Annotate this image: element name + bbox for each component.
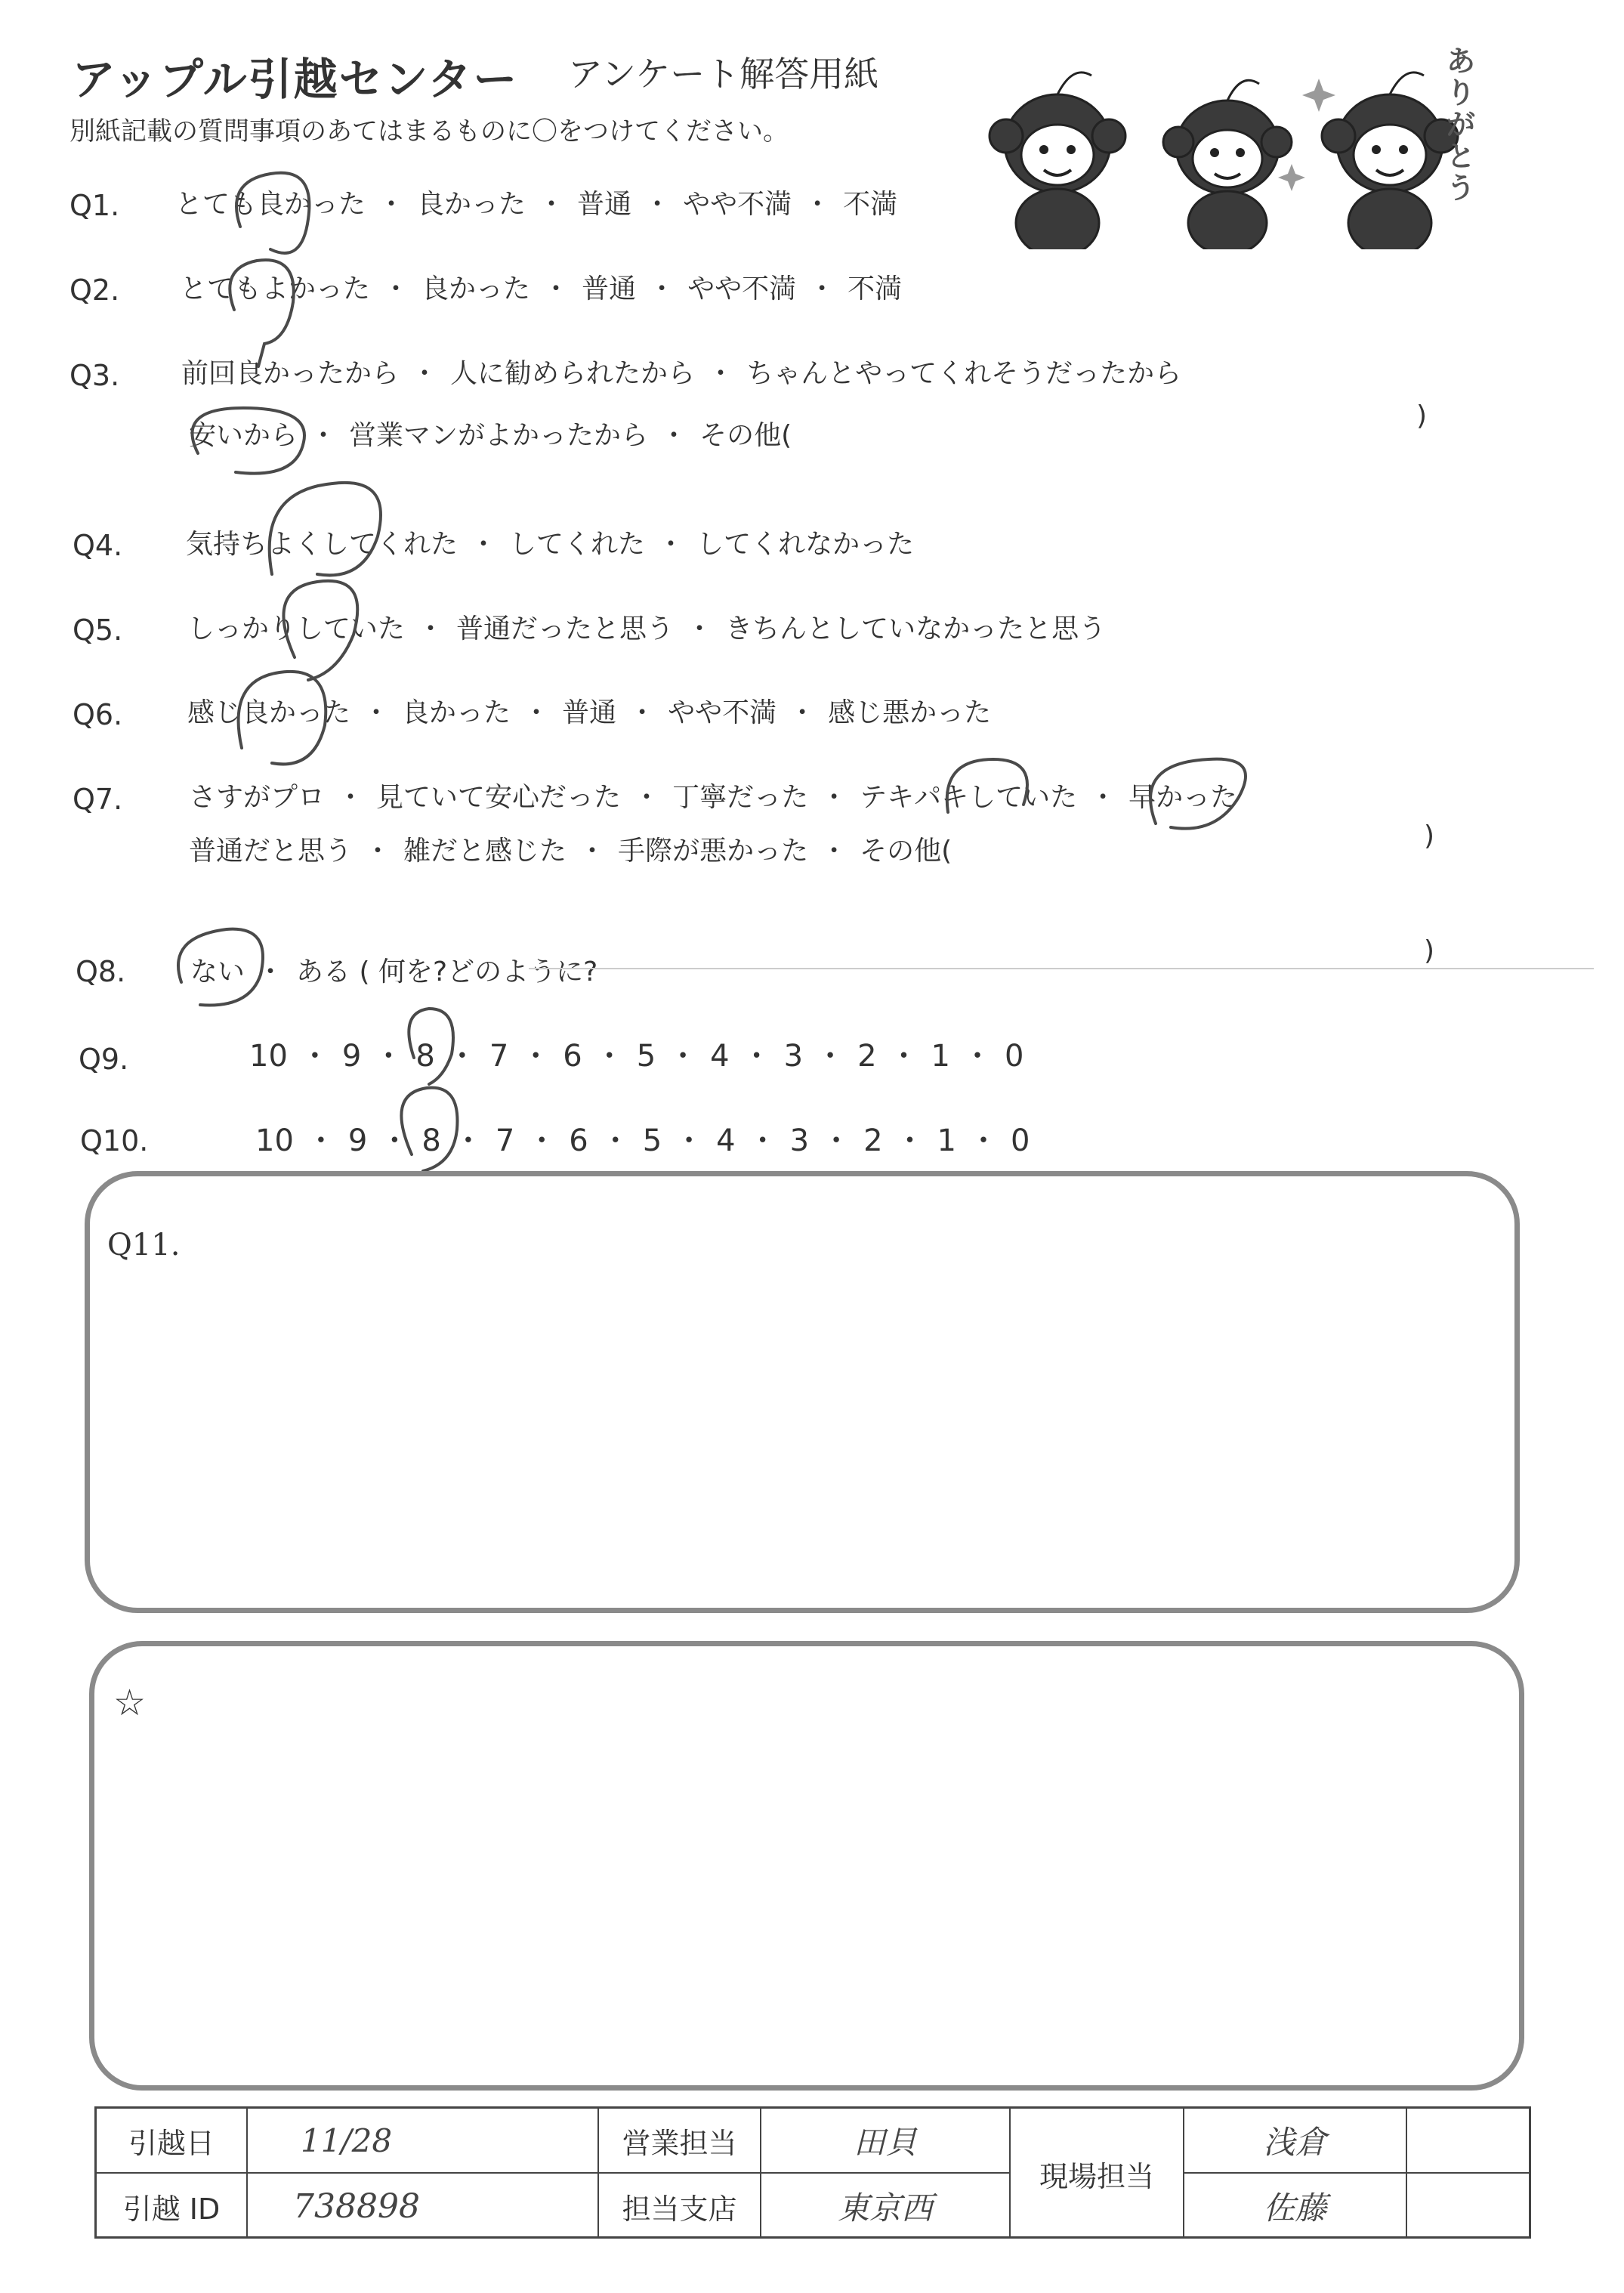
- option: してくれた: [509, 529, 646, 560]
- question-options-q3-line1: 前回良かったから ・ 人に勧められたから ・ ちゃんとやってくれそうだったから: [181, 358, 1182, 389]
- option: 見ていて安心だった: [376, 782, 622, 813]
- question-options-q4: 気持ちよくしてくれた ・ してくれた ・ してくれなかった: [186, 529, 915, 560]
- branch-label: 担当支店: [599, 2174, 761, 2239]
- option: 不満: [848, 273, 903, 304]
- scale-value: 9: [347, 1123, 368, 1158]
- scale-value: 8: [421, 1123, 441, 1158]
- option: 人に勧められたから: [450, 358, 696, 389]
- page-title: アップル引越センター: [72, 54, 519, 105]
- circle-mark-q7b: [1150, 759, 1246, 829]
- question-options-q2: とてもよかった ・ 良かった ・ 普通 ・ やや不満 ・ 不満: [180, 273, 903, 304]
- option: とても良かった: [175, 189, 366, 220]
- scale-value: 10: [255, 1123, 294, 1158]
- empty-cell: [1407, 2174, 1529, 2239]
- option: やや不満: [683, 189, 792, 220]
- rating-scale-q10: 10 ・ 9 ・ 8 ・ 7 ・ 6 ・ 5 ・ 4 ・ 3 ・ 2 ・ 1 ・ 0: [255, 1123, 1030, 1158]
- scale-value: 6: [563, 1039, 582, 1074]
- option: 普通: [582, 273, 637, 304]
- option: 前回良かったから: [181, 358, 400, 389]
- option: その他(: [699, 420, 792, 451]
- option: しっかりしていた: [187, 613, 406, 644]
- circle-mark-q5: [283, 581, 357, 680]
- option: ない: [190, 956, 245, 987]
- question-options-q5: しっかりしていた ・ 普通だったと思う ・ きちんとしていなかったと思う: [187, 613, 1107, 644]
- scale-value: 0: [1010, 1123, 1030, 1158]
- move-id-label: 引越 ID: [97, 2174, 248, 2239]
- footer-info-table: [94, 2106, 1531, 2239]
- branch-value: 東京西: [761, 2174, 1011, 2239]
- scale-value: 7: [489, 1039, 509, 1074]
- option: やや不満: [687, 273, 797, 304]
- rating-scale-q9: 10 ・ 9 ・ 8 ・ 7 ・ 6 ・ 5 ・ 4 ・ 3 ・ 2 ・ 1 ・ 0: [249, 1039, 1024, 1074]
- question-options-q7-line2: 普通だと思う ・ 雑だと感じた ・ 手際が悪かった ・ その他(: [189, 836, 952, 867]
- option: ちゃんとやってくれそうだったから: [746, 358, 1182, 389]
- scale-value: 1: [931, 1039, 950, 1074]
- scale-value: 6: [569, 1123, 588, 1158]
- option: 普通だと思う: [189, 836, 353, 867]
- option: 感じ良かった: [187, 697, 351, 728]
- move-date-label: 引越日: [97, 2109, 248, 2174]
- scale-value: 3: [783, 1039, 804, 1074]
- question-label-q7: Q7.: [73, 783, 123, 816]
- scale-value: 2: [863, 1123, 883, 1158]
- scale-value: 2: [857, 1039, 877, 1074]
- star-icon: ☆: [113, 1682, 147, 1724]
- circle-mark-q4: [270, 483, 381, 576]
- option: 感じ悪かった: [828, 697, 992, 728]
- circle-mark-q8: [178, 929, 263, 1006]
- star-comment-box[interactable]: [89, 1641, 1524, 2091]
- close-paren: ): [1424, 935, 1435, 966]
- field-rep-value-1: 浅倉: [1184, 2109, 1407, 2174]
- scale-value: 0: [1004, 1039, 1024, 1074]
- move-id-value: 738898: [248, 2174, 599, 2239]
- option: 不満: [843, 189, 898, 220]
- sales-rep-label: 営業担当: [599, 2109, 761, 2174]
- scale-value: 5: [642, 1123, 662, 1158]
- q11-label: Q11.: [107, 1228, 181, 1262]
- option: 早かった: [1128, 782, 1238, 813]
- mascot-caption: ありがとう: [1446, 45, 1476, 205]
- option: 安いから: [189, 420, 298, 451]
- circle-mark-q2: [230, 260, 294, 366]
- option: テキパキしていた: [860, 782, 1078, 813]
- option: 良かった: [417, 189, 526, 220]
- option: やや不満: [668, 697, 777, 728]
- circle-mark-q1: [236, 173, 309, 253]
- option: 丁寧だった: [672, 782, 809, 813]
- option: 良かった: [402, 697, 511, 728]
- scale-value: 1: [937, 1123, 956, 1158]
- circle-mark-q6: [239, 672, 326, 765]
- scale-value: 9: [341, 1039, 362, 1074]
- instruction-text: 別紙記載の質問事項のあてはまるものに〇をつけてください。: [69, 116, 789, 147]
- empty-cell: [1407, 2109, 1529, 2174]
- question-options-q6: 感じ良かった ・ 良かった ・ 普通 ・ やや不満 ・ 感じ悪かった: [187, 697, 992, 728]
- q11-comment-box[interactable]: [85, 1171, 1520, 1613]
- close-paren: ): [1416, 400, 1428, 431]
- option: その他(: [860, 836, 952, 867]
- option: 気持ちよくしてくれた: [186, 529, 458, 560]
- option: さすがプロ: [189, 782, 326, 813]
- question-options-q3-line2: 安いから ・ 営業マンがよかったから ・ その他(: [189, 420, 792, 451]
- circle-mark-q10: [401, 1088, 457, 1171]
- question-label-q5: Q5.: [73, 613, 123, 647]
- circle-mark-q7a: [947, 759, 1027, 812]
- scale-value: 4: [710, 1039, 730, 1074]
- option: 良かった: [421, 273, 531, 304]
- scale-value: 3: [789, 1123, 810, 1158]
- question-options-q7-line1: さすがプロ ・ 見ていて安心だった ・ 丁寧だった ・ テキパキしていた ・ 早かった: [189, 782, 1238, 813]
- question-options-q1: とても良かった ・ 良かった ・ 普通 ・ やや不満 ・ 不満: [175, 189, 898, 220]
- scale-value: 8: [415, 1039, 435, 1074]
- circle-mark-q3: [193, 408, 305, 474]
- question-label-q10: Q10.: [80, 1124, 149, 1157]
- option: 普通: [562, 697, 617, 728]
- scale-value: 5: [636, 1039, 656, 1074]
- option: きちんとしていなかったと思う: [725, 613, 1107, 644]
- question-label-q4: Q4.: [73, 529, 123, 562]
- close-paren: ): [1424, 820, 1435, 851]
- question-label-q9: Q9.: [79, 1043, 129, 1076]
- scale-value: 10: [249, 1039, 288, 1074]
- move-date-value: 11/28: [248, 2109, 599, 2174]
- field-rep-label: 現場担当: [1011, 2109, 1184, 2239]
- sales-rep-value: 田貝: [761, 2109, 1011, 2174]
- option: とてもよかった: [180, 273, 371, 304]
- scale-value: 4: [716, 1123, 736, 1158]
- question-label-q1: Q1.: [69, 189, 120, 222]
- question-label-q2: Q2.: [69, 273, 120, 307]
- page-subtitle: アンケート解答用紙: [568, 54, 879, 94]
- field-rep-value-2: 佐藤: [1184, 2174, 1407, 2239]
- scale-value: 7: [495, 1123, 515, 1158]
- option: 手際が悪かった: [618, 836, 809, 867]
- option: してくれなかった: [696, 529, 915, 560]
- question-options-q8: ない ・ ある ( 何を?どのように?: [190, 956, 598, 987]
- option: 普通: [577, 189, 632, 220]
- question-label-q8: Q8.: [76, 955, 126, 988]
- question-label-q3: Q3.: [69, 359, 120, 392]
- circle-mark-q9: [409, 1009, 453, 1084]
- option: 普通だったと思う: [456, 613, 675, 644]
- option: ある ( 何を?どのように?: [296, 956, 598, 987]
- option: 雑だと感じた: [403, 836, 567, 867]
- question-label-q6: Q6.: [73, 698, 123, 731]
- option: 営業マンがよかったから: [349, 420, 649, 451]
